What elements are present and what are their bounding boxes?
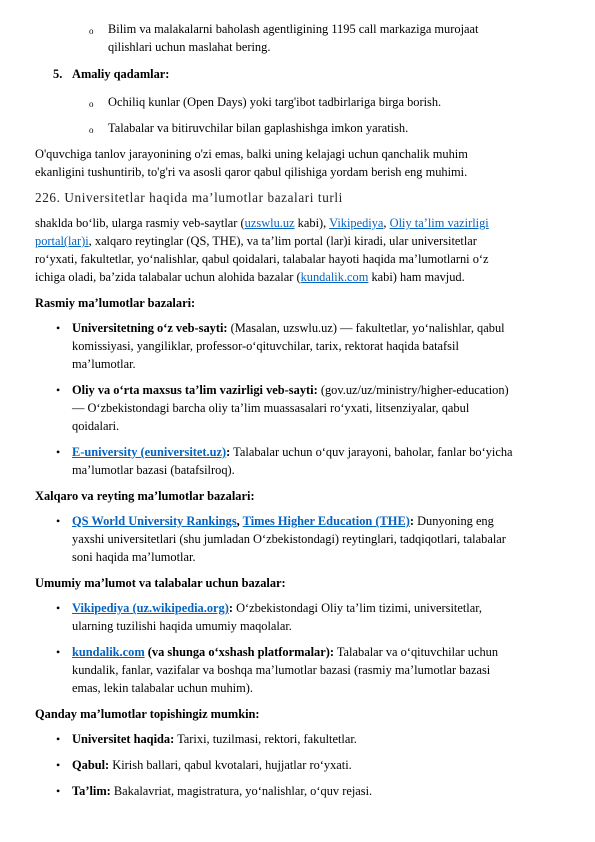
bullet-marker: • (56, 784, 61, 798)
bold-text: (va shunga oʻxshash platformalar): (144, 645, 334, 659)
text: , xalqaro reytinglar (QS, THE), va taʼlim portal (lar)i kiradi, ular universitetlar (88, 234, 477, 248)
text: (Masalan, uzswlu.uz) — fakultetlar, yoʻnalishlar, qabul (227, 321, 505, 335)
bullet-line: — Oʻzbekistondagi barcha oliy taʼlim muassasalari roʻyxati, litsenziyalar, qabul (72, 401, 470, 415)
bullet-line: komissiyasi, yangiliklar, professor-oʻqituvchilar, tarix, rektorat haqida batafsil (72, 339, 459, 353)
text: ichiga oladi, baʼzida talabalar uchun alohida bazalar ( (35, 270, 301, 284)
bold-text: Qabul: (72, 758, 110, 772)
link-kundalik[interactable]: kundalik.com (300, 270, 369, 284)
text: shaklda boʻlib, ularga rasmiy veb-saytlar ( (35, 216, 245, 230)
subsection-title: Xalqaro va reyting maʼlumotlar bazalari: (35, 489, 255, 503)
bullet-marker: • (56, 732, 61, 746)
subsection-title: Rasmiy maʼlumotlar bazalari: (35, 296, 196, 310)
text: kabi) ham mavjud. (368, 270, 465, 284)
subsection-title: Umumiy maʼlumot va talabalar uchun bazalar: (35, 576, 286, 590)
bullet-line: maʼlumotlar bazasi (batafsilroq). (72, 463, 235, 477)
link-euniversitet[interactable]: E-university (euniversitet.uz) (72, 445, 227, 459)
bullet-marker: • (56, 445, 61, 459)
text: Tarixi, tuzilmasi, rektori, fakultetlar. (174, 732, 357, 746)
bold-text: Oliy va oʻrta maxsus taʼlim vazirligi veb-sayti: (72, 383, 318, 397)
sub-bullet-marker: o (89, 125, 94, 135)
paragraph-line (35, 214, 489, 232)
bullet-marker: • (56, 321, 61, 335)
text: Dunyoning eng (413, 514, 494, 528)
section-heading: 226. Universitetlar haqida maʼlumotlar bazalari turli (35, 190, 343, 205)
bullet-line (72, 381, 509, 399)
text: Bakalavriat, magistratura, yoʻnalishlar, oʻquv rejasi. (110, 784, 373, 798)
link-ministry-portal[interactable]: portal(lar)i (35, 234, 89, 248)
subsection-title: Qanday maʼlumotlar topishingiz mumkin: (35, 707, 260, 721)
bold-text: Universitet haqida: (72, 732, 175, 746)
text: (gov.uz/uz/ministry/higher-education) (317, 383, 509, 397)
bullet-line (72, 756, 352, 774)
bullet-line (72, 782, 372, 800)
text: : (228, 601, 233, 615)
paragraph-line: roʻyxati, fakultetlar, yoʻnalishlar, qabul qoidalari, talabalar hayoti haqida maʼlumotlarni oʻz (35, 252, 489, 266)
bullet-line (72, 643, 498, 661)
text: Kirish ballari, qabul kvotalari, hujjatlar roʻyxati. (109, 758, 352, 772)
text: Talabalar uchun oʻquv jarayoni, baholar, fanlar boʻyicha (230, 445, 513, 459)
sub-bullet-marker: o (89, 99, 94, 109)
text: , (383, 216, 390, 230)
bullet-marker: • (56, 383, 61, 397)
link-uzswlu[interactable]: uzswlu.uz (244, 216, 295, 230)
link-the-rankings[interactable]: Times Higher Education (THE) (242, 514, 410, 528)
link-vikipediya[interactable]: Vikipediya (329, 216, 384, 230)
sub-item-text: Bilim va malakalarni baholash agentligining 1195 call markaziga murojaat (108, 22, 479, 36)
list-item-title: Amaliy qadamlar: (72, 67, 170, 81)
link-kundalik-com[interactable]: kundalik.com (72, 645, 145, 659)
text: kabi), (294, 216, 330, 230)
bullet-line (72, 319, 505, 337)
paragraph-line: ekanligini tushuntirib, to'g'ri va asosli qaror qabul qilishiga yordam berish eng muhimi. (35, 165, 468, 179)
link-ministry-portal[interactable]: Oliy taʼlim vazirligi (389, 216, 489, 230)
link-qs-rankings[interactable]: QS World University Rankings (72, 514, 237, 528)
bullet-line: yaxshi universitetlari (shu jumladan Oʻzbekistondagi) reytinglari, tadqiqotlari, talabalar (72, 532, 506, 546)
bullet-line: maʼlumotlar. (72, 357, 136, 371)
bullet-line (72, 512, 494, 530)
paragraph-line: O'quvchiga tanlov jarayonining o'zi emas, balki uning kelajagi uchun qanchalik muhim (35, 147, 468, 161)
bullet-line (72, 599, 482, 617)
bold-text: Taʼlim: (72, 784, 111, 798)
bullet-marker: • (56, 645, 61, 659)
paragraph-line (35, 232, 477, 250)
bullet-line: emas, lekin talabalar uchun muhim). (72, 681, 253, 695)
text: : (409, 514, 414, 528)
link-uz-wikipedia[interactable]: Vikipediya (uz.wikipedia.org) (72, 601, 229, 615)
bullet-line (72, 443, 513, 461)
text: , (236, 514, 243, 528)
text: Talabalar va oʻqituvchilar uchun (333, 645, 499, 659)
bullet-line: soni haqida maʼlumotlar. (72, 550, 196, 564)
text: : (226, 445, 231, 459)
sub-item-text: Ochiliq kunlar (Open Days) yoki targ'ibot tadbirlariga birga borish. (108, 95, 442, 109)
sub-bullet-marker: o (89, 26, 94, 36)
list-number: 5. (53, 67, 63, 81)
bullet-line: qoidalari. (72, 419, 120, 433)
bullet-marker: • (56, 758, 61, 772)
text: Oʻzbekistondagi Oliy taʼlim tizimi, universitetlar, (233, 601, 482, 615)
sub-item-text: qilishlari uchun maslahat bering. (108, 40, 271, 54)
bullet-marker: • (56, 601, 61, 615)
bullet-line: ularning tuzilishi haqida umumiy maqolalar. (72, 619, 292, 633)
bold-text: Universitetning oʻz veb-sayti: (72, 321, 228, 335)
bullet-marker: • (56, 514, 61, 528)
bullet-line (72, 730, 357, 748)
bullet-line: kundalik, fanlar, vazifalar va boshqa maʼlumotlar bazasi (rasmiy maʼlumotlar bazasi (72, 663, 491, 677)
paragraph-line (35, 268, 465, 286)
sub-item-text: Talabalar va bitiruvchilar bilan gaplashishga imkon yaratish. (108, 121, 409, 135)
